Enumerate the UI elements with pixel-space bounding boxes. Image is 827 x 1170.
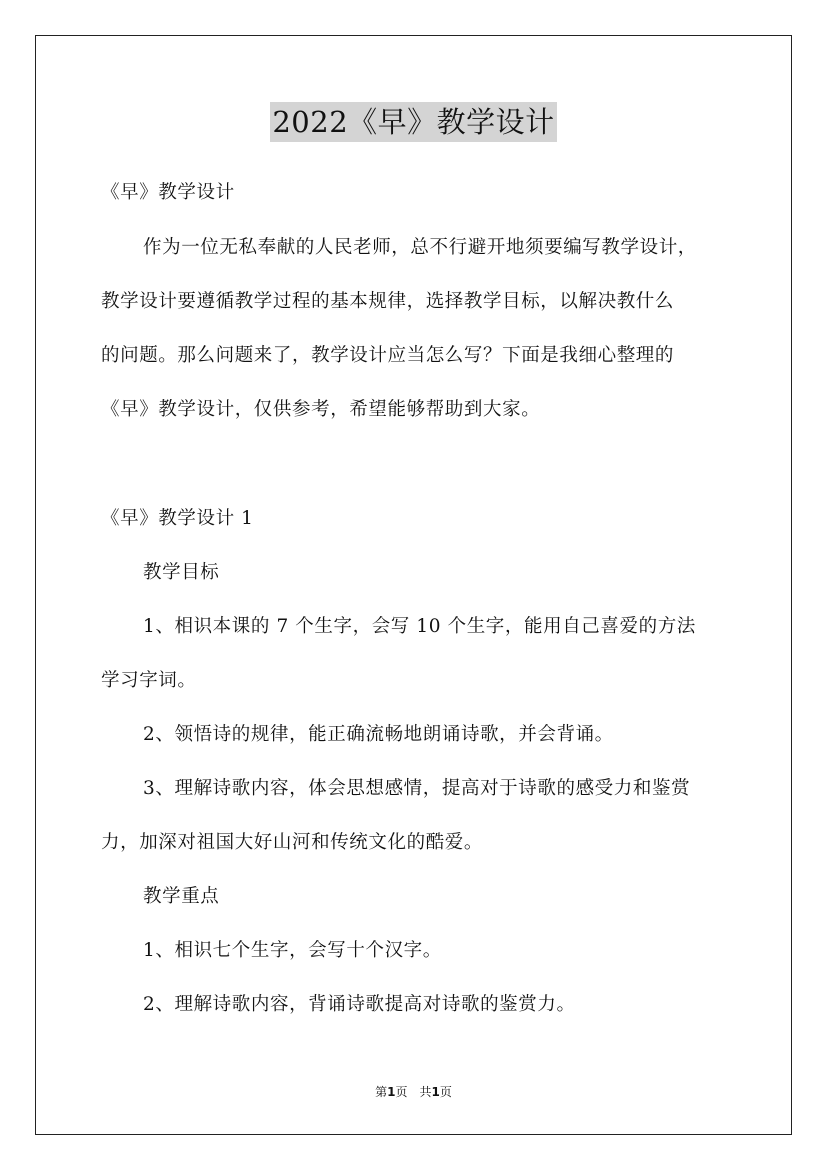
page-label: 第	[375, 1085, 388, 1099]
page-footer	[0, 1084, 827, 1100]
section-heading-design-1: 《早》教学设计 1	[101, 508, 254, 529]
section-heading-intro: 《早》教学设计	[101, 182, 235, 203]
title-container	[0, 102, 827, 142]
list-item-line: 1、相识本课的 7 个生字，会写 10 个生字，能用自己喜爱的方法	[143, 616, 696, 637]
page-total: 1	[431, 1085, 440, 1099]
paragraph-line: 教学设计要遵循教学过程的基本规律，选择教学目标，以解决教什么	[101, 291, 675, 312]
subheading-teaching-focus: 教学重点	[143, 886, 220, 907]
list-item-line: 3、理解诗歌内容，体会思想感情，提高对于诗歌的感受力和鉴赏	[143, 778, 691, 799]
page-current: 1	[387, 1085, 396, 1099]
list-item-line: 2、领悟诗的规律，能正确流畅地朗诵诗歌，并会背诵。	[143, 724, 614, 745]
paragraph-line: 《早》教学设计，仅供参考，希望能够帮助到大家。	[101, 399, 541, 420]
page-end-label: 页	[439, 1085, 452, 1099]
list-item-line: 1、相识七个生字，会写十个汉字。	[143, 940, 442, 961]
list-item-line: 2、理解诗歌内容，背诵诗歌提高对诗歌的鉴赏力。	[143, 994, 576, 1015]
subheading-teaching-goals: 教学目标	[143, 562, 220, 583]
document-title: 2022《早》教学设计	[270, 102, 556, 142]
list-item-line: 力，加深对祖国大好山河和传统文化的酷爱。	[101, 832, 484, 853]
page-mid-label: 页 共	[395, 1085, 432, 1099]
paragraph-line: 的问题。那么问题来了，教学设计应当怎么写？下面是我细心整理的	[101, 345, 675, 366]
paragraph-line: 作为一位无私奉献的人民老师，总不行避开地须要编写教学设计，	[143, 237, 697, 258]
list-item-line: 学习字词。	[101, 670, 197, 691]
